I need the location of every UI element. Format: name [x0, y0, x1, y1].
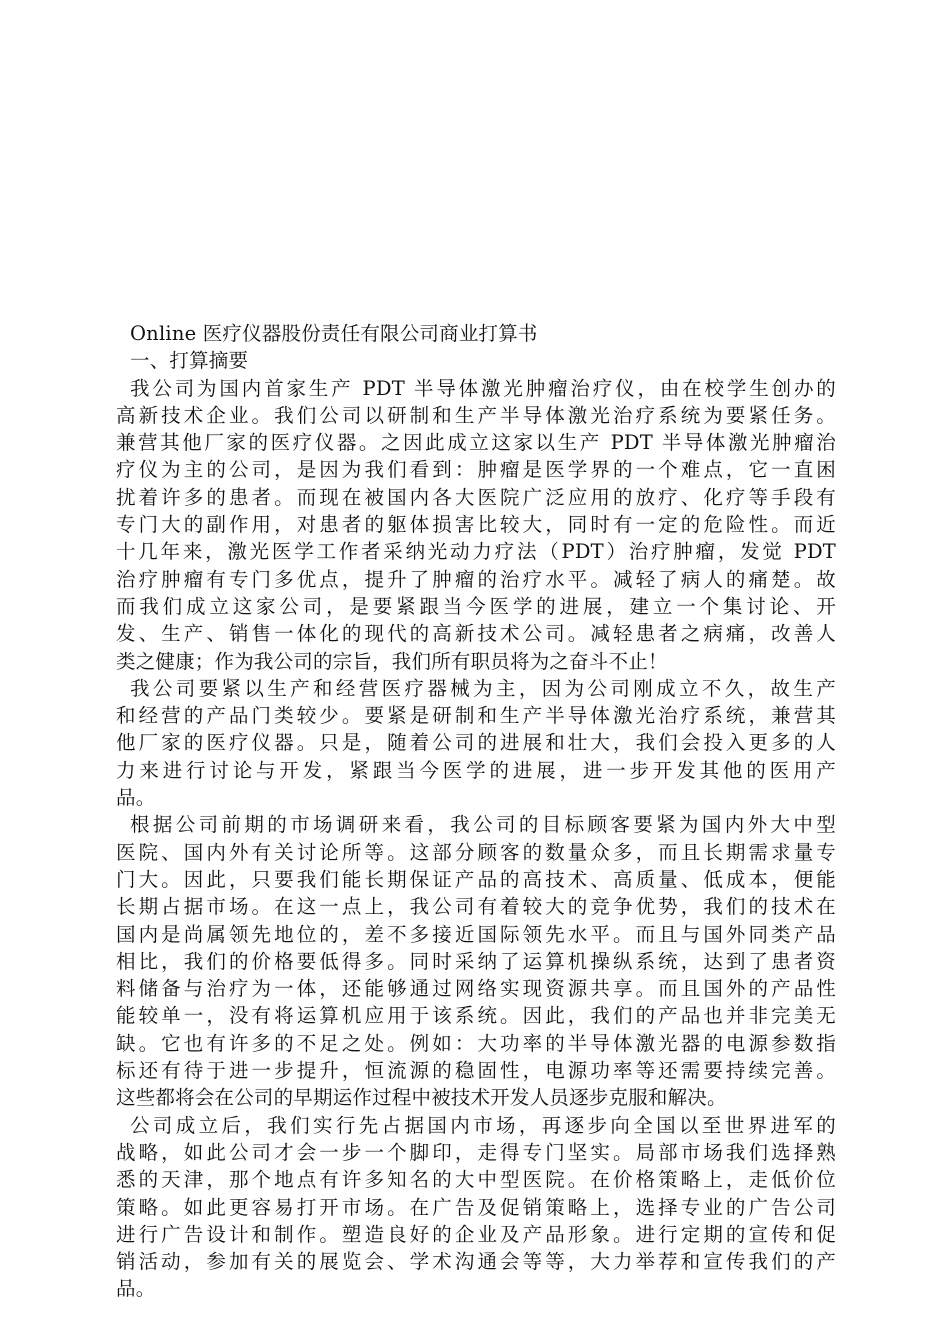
- paragraph-line: 而我们成立这家公司，是要紧跟当今医学的进展，建立一个集讨论、开: [116, 594, 836, 618]
- paragraph-4: [116, 1112, 836, 1303]
- paragraph-line: 相比，我们的价格要低得多。同时采纳了运算机操纵系统，达到了患者资: [116, 949, 836, 973]
- paragraph-line: 力来进行讨论与开发，紧跟当今医学的进展，进一步开发其他的医用产: [116, 758, 836, 782]
- paragraph-line: 标还有待于进一步提升，恒流源的稳固性，电源功率等还需要持续完善。: [116, 1059, 836, 1083]
- paragraph-line: 料储备与治疗为一体，还能够通过网络实现资源共享。而且国外的产品性: [116, 977, 836, 1001]
- document-title: Online 医疗仪器股份责任有限公司商业打算书: [130, 322, 538, 345]
- paragraph-line: 扰着许多的患者。而现在被国内各大医院广泛应用的放疗、化疗等手段有: [116, 485, 836, 509]
- paragraph-line: 长期占据市场。在这一点上，我公司有着较大的竞争优势，我们的技术在: [116, 895, 836, 919]
- paragraph-1: [116, 375, 836, 675]
- paragraph-line: 类之健康；作为我公司的宗旨，我们所有职员将为之奋斗不止！: [116, 649, 668, 673]
- paragraph-line: 悉的天津，那个地点有许多知名的大中型医院。在价格策略上，走低价位: [116, 1168, 836, 1192]
- paragraph-line: 策略。如此更容易打开市场。在广告及促销策略上，选择专业的广告公司: [116, 1195, 836, 1219]
- document-page: [116, 320, 836, 1303]
- paragraph-line: 高新技术企业。我们公司以研制和生产半导体激光治疗系统为要紧任务。: [116, 403, 836, 427]
- paragraph-line: 根据公司前期的市场调研来看，我公司的目标顾客要紧为国内外大中型: [130, 813, 836, 837]
- paragraph-line: 我公司为国内首家生产 PDT 半导体激光肿瘤治疗仪，由在校学生创办的: [130, 376, 836, 400]
- paragraph-line: 和经营的产品门类较少。要紧是研制和生产半导体激光治疗系统，兼营其: [116, 704, 836, 728]
- paragraph-line: 十几年来，激光医学工作者采纳光动力疗法（PDT）治疗肿瘤，发觉 PDT: [116, 540, 836, 564]
- paragraph-line: 疗仪为主的公司，是因为我们看到：肿瘤是医学界的一个难点，它一直困: [116, 458, 836, 482]
- paragraph-line: 进行广告设计和制作。塑造良好的企业及产品形象。进行定期的宣传和促: [116, 1222, 836, 1246]
- paragraph-line: 公司成立后，我们实行先占据国内市场，再逐步向全国以至世界进军的: [130, 1113, 836, 1137]
- paragraph-line: 这些都将会在公司的早期运作过程中被技术开发人员逐步克服和解决。: [116, 1086, 727, 1110]
- section-heading: 一、打算摘要: [130, 349, 249, 373]
- paragraph-line: 品。: [116, 786, 156, 810]
- paragraph-line: 能较单一，没有将运算机应用于该系统。因此，我们的产品也并非完美无: [116, 1004, 836, 1028]
- paragraph-line: 兼营其他厂家的医疗仪器。之因此成立这家以生产 PDT 半导体激光肿瘤治: [116, 431, 836, 455]
- paragraph-line: 治疗肿瘤有专门多优点，提升了肿瘤的治疗水平。减轻了病人的痛楚。故: [116, 567, 836, 591]
- paragraph-line: 发、生产、销售一体化的现代的高新技术公司。减轻患者之病痛，改善人: [116, 622, 836, 646]
- paragraph-line: 品。: [116, 1277, 156, 1301]
- paragraph-line: 我公司要紧以生产和经营医疗器械为主，因为公司刚成立不久，故生产: [130, 676, 836, 700]
- paragraph-line: 专门大的副作用，对患者的躯体损害比较大，同时有一定的危险性。而近: [116, 513, 836, 537]
- paragraph-line: 门大。因此，只要我们能长期保证产品的高技术、高质量、低成本，便能: [116, 867, 836, 891]
- paragraph-2: [116, 675, 836, 811]
- paragraph-line: 他厂家的医疗仪器。只是，随着公司的进展和壮大，我们会投入更多的人: [116, 731, 836, 755]
- paragraph-line: 国内是尚属领先地位的，差不多接近国际领先水平。而且与国外同类产品: [116, 922, 836, 946]
- paragraph-3: [116, 811, 836, 1111]
- paragraph-line: 销活动，参加有关的展览会、学术沟通会等等，大力举荐和宣传我们的产: [116, 1250, 836, 1274]
- paragraph-line: 缺。它也有许多的不足之处。例如：大功率的半导体激光器的电源参数指: [116, 1031, 836, 1055]
- paragraph-line: 医院、国内外有关讨论所等。这部分顾客的数量众多，而且长期需求量专: [116, 840, 836, 864]
- paragraph-line: 战略，如此公司才会一步一个脚印，走得专门坚实。局部市场我们选择熟: [116, 1140, 836, 1164]
